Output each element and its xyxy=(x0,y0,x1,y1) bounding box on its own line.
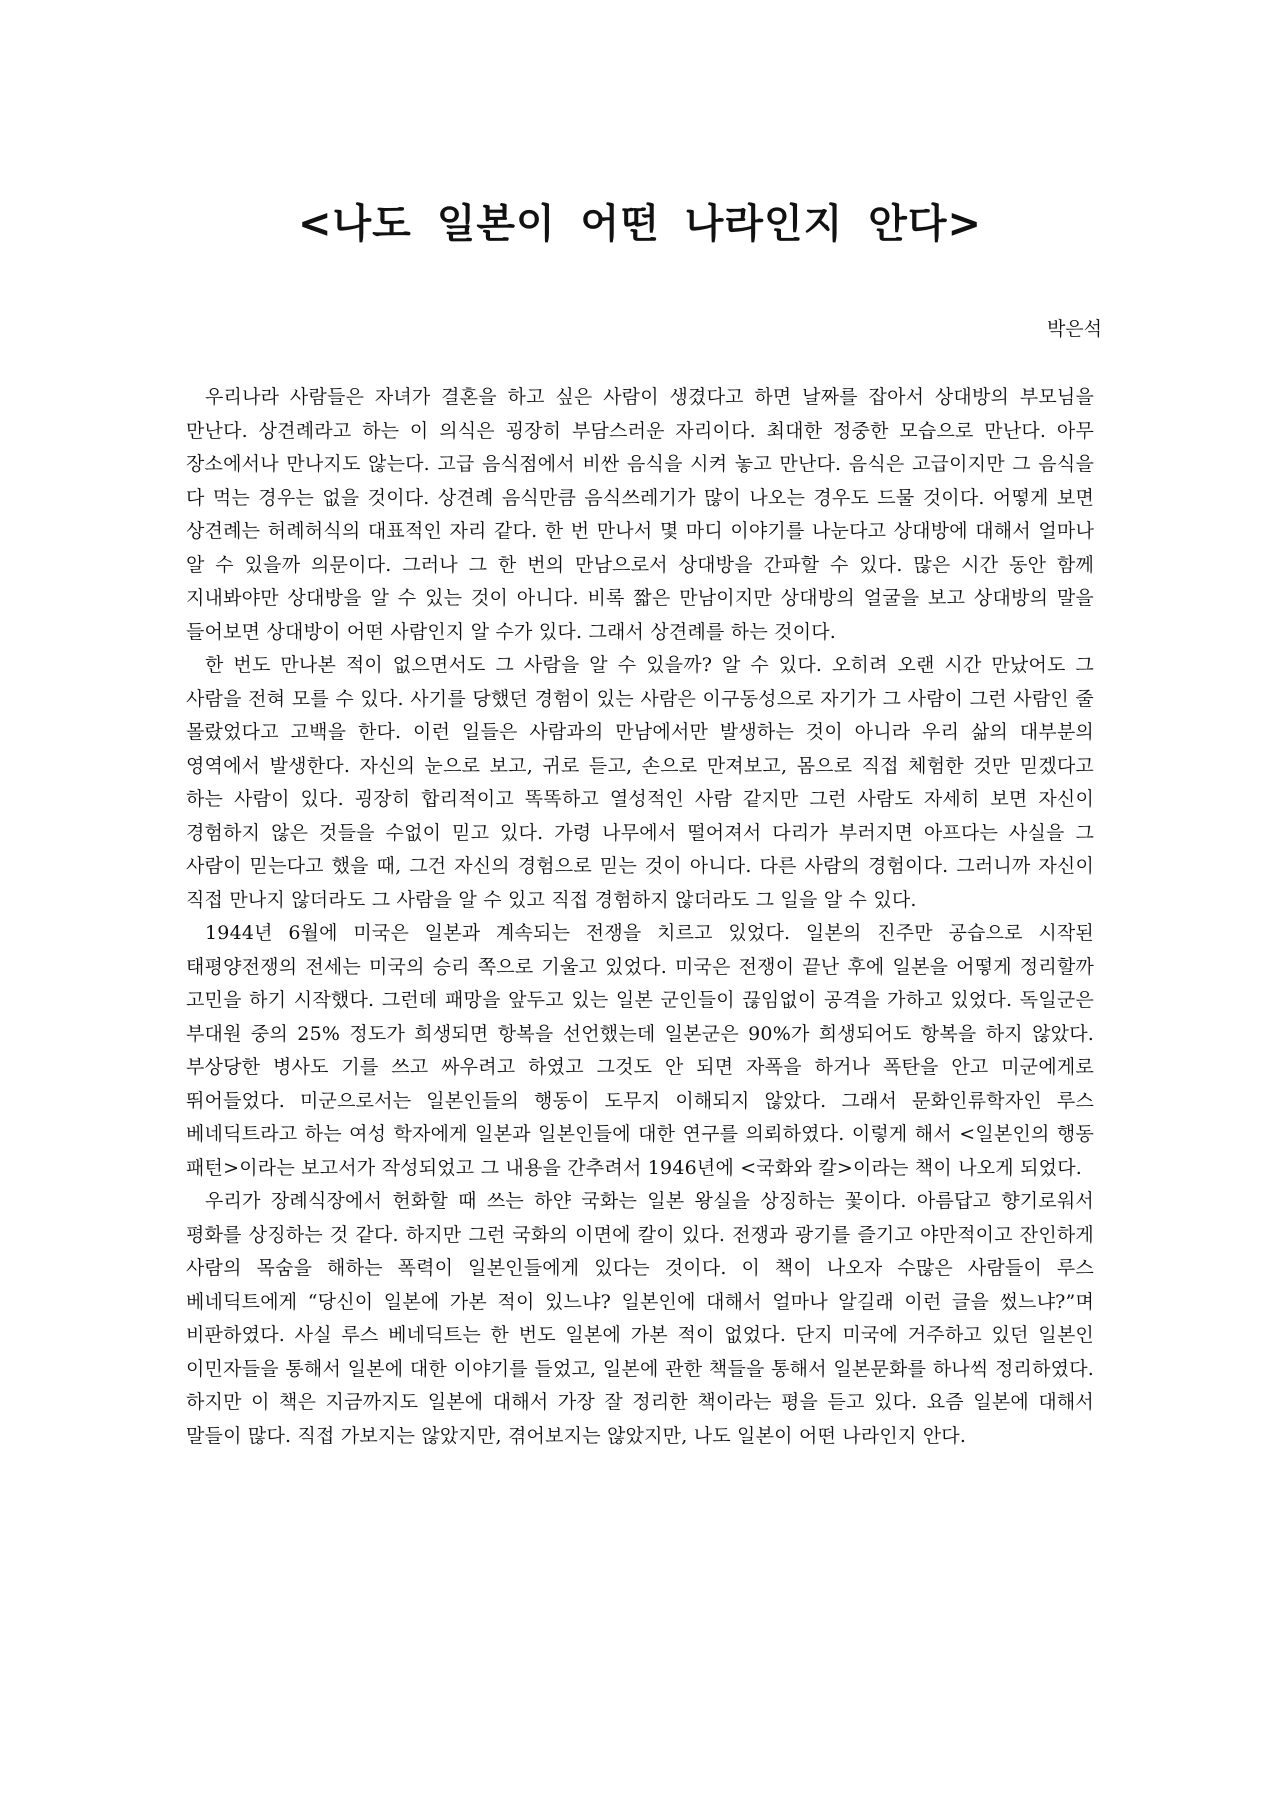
paragraph: 우리가 장례식장에서 헌화할 때 쓰는 하얀 국화는 일본 왕실을 상징하는 꽃이다. 아름답고 향기로워서 평화를 상징하는 것 같다. 하지만 그런 국화의 이면에 칼이 있다. 전쟁과 광기를 즐기고 야만적이고 잔인하게 사람의 목숨을 해하는 폭력이 일본인들에게 있다는 것이다. 이 책이 나오자 수많은 사람들이 루스 베네딕트에게 “당신이 일본에 가본 적이 있느냐? 일본인에 대해서 얼마나 알길래 이런 글을 썼느냐?”며 비판하였다. 사실 루스 베네딕트는 한 번도 일본에 가본 적이 없었다. 단지 미국에 거주하고 있던 일본인 이민자들을 통해서 일본에 대한 이야기를 들었고, 일본에 관한 책들을 통해서 일본문화를 하나씩 정리하였다. 하지만 이 책은 지금까지도 일본에 대해서 가장 잘 정리한 책이라는 평을 듣고 있다. 요즘 일본에 대해서 말들이 많다. 직접 가보지는 않았지만, 겪어보지는 않았지만, 나도 일본이 어떤 나라인지 안다. xyxy=(186,1190,1094,1447)
paragraph: 우리나라 사람들은 자녀가 결혼을 하고 싶은 사람이 생겼다고 하면 날짜를 잡아서 상대방의 부모님을 만난다. 상견례라고 하는 이 의식은 굉장히 부담스러운 자리이다. 최대한 정중한 모습으로 만난다. 아무 장소에서나 만나지도 않는다. 고급 음식점에서 비싼 음식을 시켜 놓고 만난다. 음식은 고급이지만 그 음식을 다 먹는 경우는 없을 것이다. 상견례 음식만큼 음식쓰레기가 많이 나오는 경우도 드물 것이다. 어떻게 보면 상견례는 허례허식의 대표적인 자리 같다. 한 번 만나서 몇 마디 이야기를 나눈다고 상대방에 대해서 얼마나 알 수 있을까 의문이다. 그러나 그 한 번의 만남으로서 상대방을 간파할 수 있다. 많은 시간 동안 함께 지내봐야만 상대방을 알 수 있는 것이 아니다. 비록 짧은 만남이지만 상대방의 얼굴을 보고 상대방의 말을 들어보면 상대방이 어떤 사람인지 알 수가 있다. 그래서 상견례를 하는 것이다. xyxy=(186,386,1094,643)
paragraph: 한 번도 만나본 적이 없으면서도 그 사람을 알 수 있을까? 알 수 있다. 오히려 오랜 시간 만났어도 그 사람을 전혀 모를 수 있다. 사기를 당했던 경험이 있는 사람은 이구동성으로 자기가 그 사람이 그런 사람인 줄 몰랐었다고 고백을 한다. 이런 일들은 사람과의 만남에서만 발생하는 것이 아니라 우리 삶의 대부분의 영역에서 발생한다. 자신의 눈으로 보고, 귀로 듣고, 손으로 만져보고, 몸으로 직접 체험한 것만 믿겠다고 하는 사람이 있다. 굉장히 합리적이고 똑똑하고 열성적인 사람 같지만 그런 사람도 자세히 보면 자신이 경험하지 않은 것들을 수없이 믿고 있다. 가령 나무에서 떨어져서 다리가 부러지면 아프다는 사실을 그 사람이 믿는다고 했을 때, 그건 자신의 경험으로 믿는 것이 아니다. 다른 사람의 경험이다. 그러니까 자신이 직접 만나지 않더라도 그 사람을 알 수 있고 직접 경험하지 않더라도 그 일을 알 수 있다. xyxy=(186,654,1094,911)
paragraph: 1944년 6월에 미국은 일본과 계속되는 전쟁을 치르고 있었다. 일본의 진주만 공습으로 시작된 태평양전쟁의 전세는 미국의 승리 쪽으로 기울고 있었다. 미국은 전쟁이 끝난 후에 일본을 어떻게 정리할까 고민을 하기 시작했다. 그런데 패망을 앞두고 있는 일본 군인들이 끊임없이 공격을 가하고 있었다. 독일군은 부대원 중의 25% 정도가 희생되면 항복을 선언했는데 일본군은 90%가 희생되어도 항복을 하지 않았다. 부상당한 병사도 기를 쓰고 싸우려고 하였고 그것도 안 되면 자폭을 하거나 폭탄을 안고 미군에게로 뛰어들었다. 미군으로서는 일본인들의 행동이 도무지 이해되지 않았다. 그래서 문화인류학자인 루스 베네딕트라고 하는 여성 학자에게 일본과 일본인들에 대한 연구를 의뢰하였다. 이렇게 해서 <일본인의 행동 패턴>이라는 보고서가 작성되었고 그 내용을 간추려서 1946년에 <국화와 칼>이라는 책이 나오게 되었다. xyxy=(186,922,1094,1179)
document-body xyxy=(186,381,1094,1453)
document-title: <나도 일본이 어떤 나라인지 안다> xyxy=(297,201,983,247)
author-name: 박은석 xyxy=(1046,318,1102,340)
